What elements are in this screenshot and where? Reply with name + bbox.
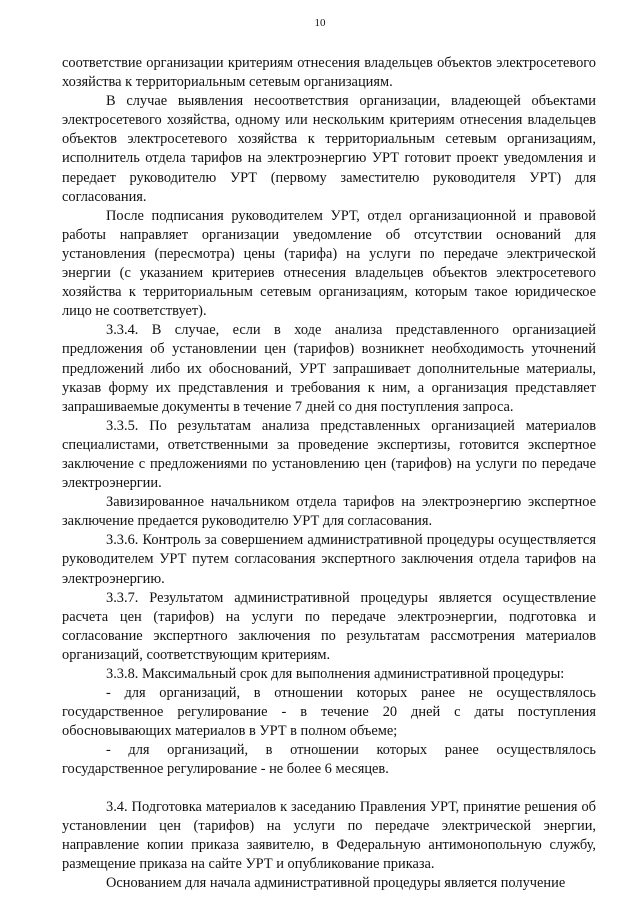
paragraph-notification: После подписания руководителем УРТ, отдел организационной и правовой работы направляет организации уведомление об отсутствии оснований для установления (пересмотра) цены (тарифа) на услуги по передаче электрической энергии (с указанием критериев отнесения владельцев объектов электросетевого хозяйства к территориальным сетевым организациям, которым такое юридическое лицо не соответствует). [62, 207, 596, 320]
paragraph-endorsed-conclusion: Завизированное начальником отдела тарифов на электроэнергию экспертное заключение предается руководителю УРТ для согласования. [62, 494, 596, 530]
document-body [62, 54, 596, 893]
paragraph-3-3-6: 3.3.6. Контроль за совершением административной процедуры осуществляется руководителем УРТ путем согласования экспертного заключения отдела тарифов на электроэнергию. [62, 532, 596, 587]
list-item-regulated: - для организаций, в отношении которых ранее осуществлялось государственное регулирование - не более 6 месяцев. [62, 742, 596, 778]
paragraph-3-3-5: 3.3.5. По результатам анализа представленных организацией материалов специалистами, ответственными за проведение экспертизы, готовится экспертное заключение с предложениями по установлению цен (тарифов) на услуги по передаче электроэнергии. [62, 417, 596, 492]
paragraph-3-3-4: 3.3.4. В случае, если в ходе анализа представленного организацией предложения об установлении цен (тарифов) возникнет необходимость уточнений предложений либо их обоснований, УРТ запрашивает дополнительные материалы, указав форму их представления и требования к ним, а организация представляет запрашиваемые документы в течение 7 дней со дня поступления запроса. [62, 322, 596, 415]
paragraph-criteria-continuation: соответствие организации критериям отнесения владельцев объектов электросетевого хозяйства к территориальным сетевым организациям. [62, 55, 596, 91]
paragraph-3-3-7: 3.3.7. Результатом административной процедуры является осуществление расчета цен (тарифов) на услуги по передаче электроэнергии, подготовка и согласование экспертного заключения по результатам рассмотрения материалов организаций, соответствующим критериям. [62, 589, 596, 663]
list-item-not-regulated: - для организаций, в отношении которых ранее не осуществлялось государственное регулирование - в течение 20 дней с даты поступления обосновывающих материалов в УРТ в полном объеме; [62, 685, 596, 740]
paragraph-3-3-8: 3.3.8. Максимальный срок для выполнения административной процедуры: [106, 666, 565, 682]
paragraph-grounds: Основанием для начала административной процедуры является получение [106, 874, 566, 891]
paragraph-3-4: 3.4. Подготовка материалов к заседанию Правления УРТ, принятие решения об установлении цен (тарифов) на услуги по передаче электрической энергии, направление копии приказа заявителю, в Федеральную антимонопольную службу, размещение приказа на сайте УРТ и опубликование приказа. [62, 798, 596, 872]
paragraph-nonconformity: В случае выявления несоответствия организации, владеющей объектами электросетевого хозяйства, одному или нескольким критериям отнесения владельцев объектов электросетевого хозяйства к территориальным сетевым организациям, исполнитель отдела тарифов на электроэнергию УРТ готовит проект уведомления и передает руководителю УРТ (первому заместителю руководителя УРТ) для согласования. [62, 93, 596, 205]
page-number: 10 [314, 17, 326, 29]
